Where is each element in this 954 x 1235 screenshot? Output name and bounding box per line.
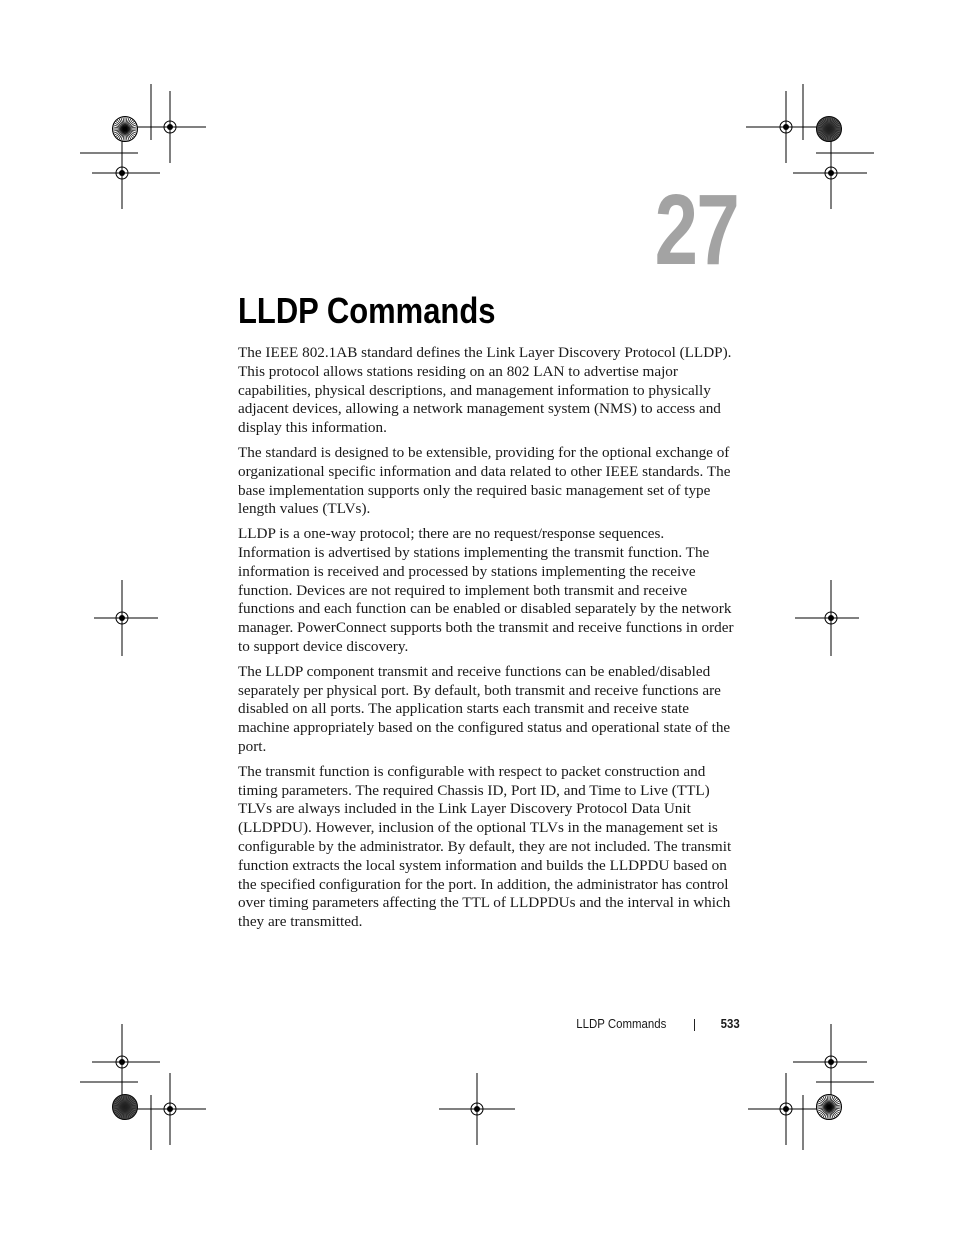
footer-section-title: LLDP Commands — [575, 1016, 666, 1031]
registration-mark-icon — [82, 133, 162, 213]
paragraph: The LLDP component transmit and receive functions can be enabled/disabled separately per physical port. By default, both transmit and receive functions are disabled on all ports. The application starts each transmit and receive state machine appropriately based on the configured status and operational state of the port. — [238, 662, 731, 755]
chapter-title: LLDP Commands — [238, 290, 496, 331]
star-target-icon — [815, 1093, 843, 1121]
registration-mark-icon — [791, 133, 871, 213]
star-target-icon — [815, 115, 843, 143]
registration-mark-icon — [130, 1069, 210, 1149]
registration-mark-icon — [437, 1069, 517, 1149]
registration-mark-icon — [746, 1069, 826, 1149]
registration-mark-icon — [791, 578, 871, 658]
page-number: 533 — [720, 1016, 740, 1031]
star-target-icon — [111, 1093, 139, 1121]
body-text — [238, 344, 738, 938]
paragraph: The standard is designed to be extensible, providing for the optional exchange of organizational specific information and data related to other IEEE standards. The base implementation supports only the required basic management set of type length values (TLVs). — [238, 443, 731, 518]
chapter-number: 27 — [654, 174, 738, 286]
paragraph: LLDP is a one-way protocol; there are no request/response sequences. Information is advertised by stations implementing the transmit function. The information is received and processed by stations implementing the receive function. Devices are not required to implement both transmit and receive functions and each function can be enabled or disabled separately by the network manager. PowerConnect supports both the transmit and receive functions in order to support device discovery. — [238, 525, 734, 655]
paragraph: The IEEE 802.1AB standard defines the Link Layer Discovery Protocol (LLDP). This protocol allows stations residing on an 802 LAN to advertise major capabilities, physical descriptions, and management information to physically adjacent devices, allowing a network management system (NMS) to access and display this information. — [238, 344, 732, 437]
paragraph: The transmit function is configurable with respect to packet construction and timing parameters. The required Chassis ID, Port ID, and Time to Live (TTL) TLVs are always included in the Link Layer Discovery Protocol Data Unit (LLDPDU). However, inclusion of the optional TLVs in the management set is configurable by the administrator. By default, they are not included. The transmit function extracts the local system information and builds the LLDPDU based on the specified configuration for the port. In addition, the administrator has control over timing parameters affecting the TTL of LLDPDUs and the interval in which they are transmitted. — [238, 762, 732, 931]
registration-mark-icon — [82, 578, 162, 658]
page-footer — [0, 1016, 954, 1036]
footer-divider — [694, 1019, 695, 1031]
star-target-icon — [111, 115, 139, 143]
